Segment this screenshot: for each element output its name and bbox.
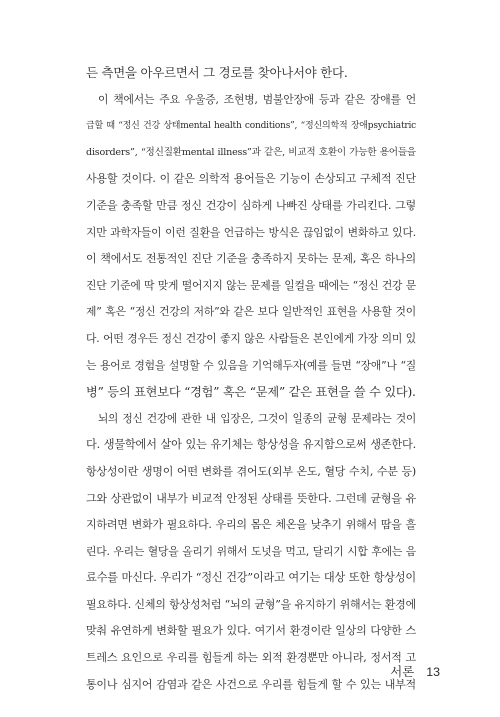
text-line: 이 책에서도 전통적인 진단 기준을 충족하지 못하는 문제, 혹은 하나의 [86, 252, 416, 266]
text-line: 필요하다. 신체의 항상성처럼 “뇌의 균형”을 유지하기 위해서는 환경에 [86, 597, 416, 611]
page-number: 13 [426, 665, 440, 679]
text-line: 다. 생물학에서 살아 있는 유기체는 항상성을 유지함으로써 생존한다. [86, 438, 416, 452]
paragraph-first-line: 뇌의 정신 건강에 관한 내 입장은, 그것이 일종의 균형 문제라는 것이 [98, 412, 416, 425]
text-line: 든 측면을 아우르면서 그 경로를 찾아나서야 한다. [86, 65, 348, 80]
text-line: 항상성이란 생명이 어떤 변화를 겪어도(외부 온도, 혈당 수치, 수분 등) [86, 464, 416, 478]
text-line: disorders”, “정신질환mental illness”과 같은, 비교적 호환이 가능한 용어들을 [86, 146, 416, 158]
text-line: 급할 때 “정신 건강 상태mental health conditions”, “정신의학적 장애psychiatric [86, 121, 416, 132]
body-text [86, 60, 416, 698]
text-line: 제” 혹은 “정신 건강의 저하”와 같은 보다 일반적인 표현을 사용할 것이 [86, 305, 416, 319]
text-line: 통이나 심지어 감염과 같은 사건으로 우리를 힘들게 할 수 있는 내부적 [86, 677, 416, 691]
paragraph-first-line: 이 책에서는 주요 우울증, 조현병, 범불안장애 등과 같은 장애를 언 [98, 92, 416, 106]
text-line: 료수를 마신다. 우리가 “정신 건강”이라고 여기는 대상 또한 항상성이 [86, 571, 416, 585]
text-line: 병” 등의 표현보다 “경험” 혹은 “문제” 같은 표현을 쓸 수 있다). [86, 385, 416, 400]
text-line: 는 용어로 경험을 설명할 수 있음을 기억해두자(예를 들면 “장애”나 “질 [86, 358, 416, 372]
text-line: 다. 어떤 경우든 정신 건강이 좋지 않은 사람들은 본인에게 가장 의미 있 [86, 331, 416, 345]
text-line: 진단 기준에 딱 맞게 떨어지지 않는 문제를 일컬을 때에는 “정신 건강 문 [86, 278, 416, 292]
text-line: 사용할 것이다. 이 같은 의학적 용어들은 기능이 손상되고 구체적 진단 [86, 172, 416, 186]
text-line: 기준을 충족할 만큼 정신 건강이 심하게 나빠진 상태를 가리킨다. 그렇 [86, 198, 416, 212]
text-line: 지만 과학자들이 이런 질환을 언급하는 방식은 끊임없이 변화하고 있다. [86, 225, 416, 239]
page-footer [390, 664, 440, 680]
text-line: 맞춰 유연하게 변화할 필요가 있다. 여기서 환경이란 일상의 다양한 스 [86, 624, 416, 638]
text-line: 린다. 우리는 혈당을 올리기 위해서 도넛을 먹고, 달리기 시합 후에는 음 [86, 544, 416, 558]
text-line: 트레스 요인으로 우리를 힘들게 하는 외적 환경뿐만 아니라, 정서적 고 [86, 651, 416, 665]
text-line: 지하려면 변화가 필요하다. 우리의 몸은 체온을 낮추기 위해서 땀을 흘 [86, 518, 416, 532]
text-line: 그와 상관없이 내부가 비교적 안정된 상태를 뜻한다. 그런데 균형을 유 [86, 491, 416, 505]
running-footer-section: 서론 [390, 664, 415, 679]
